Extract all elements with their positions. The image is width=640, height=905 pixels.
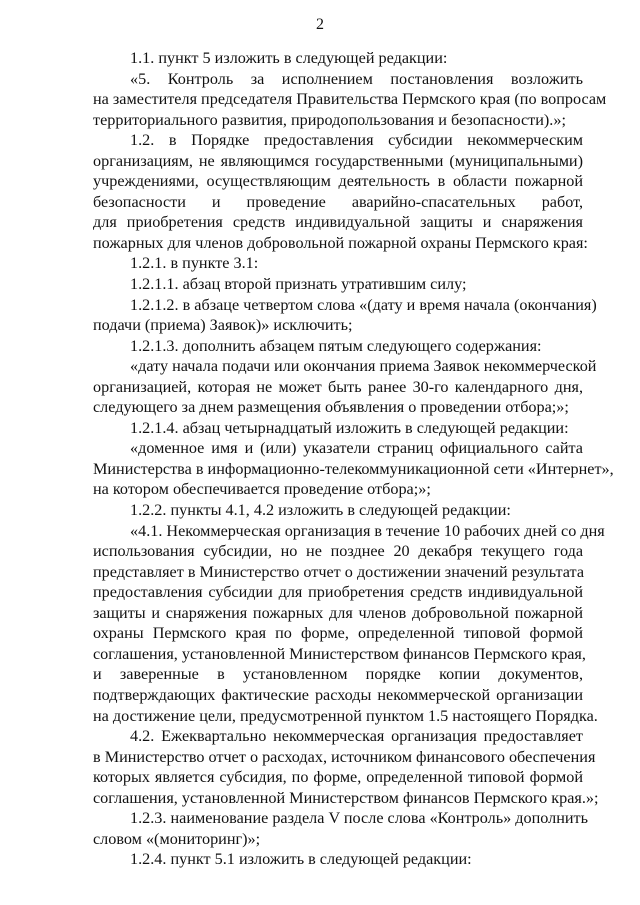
- text-line: подачи (приема) Заявок)» исключить;: [93, 316, 353, 335]
- text-line: на заместителя председателя Правительства Пермского края (по вопросам: [93, 90, 607, 109]
- text-line: и заверенные в установленном порядке копии документов,: [93, 665, 583, 684]
- paragraph: [93, 69, 607, 131]
- text-line: соглашения, установленной Министерством финансов Пермского края.»;: [93, 788, 599, 807]
- text-line: 1.2.2. пункты 4.1, 4.2 изложить в следующей редакции:: [130, 501, 511, 520]
- text-line: пожарных для членов добровольной пожарной охраны Пермского края:: [93, 233, 588, 252]
- text-line: охраны Пермского края по форме, определенной типовой формой: [93, 624, 583, 643]
- text-line: 4.2. Ежеквартально некоммерческая организация предоставляет: [130, 727, 583, 746]
- text-line: безопасности и проведение аварийно-спасательных работ,: [93, 192, 583, 211]
- text-line: учреждениями, осуществляющим деятельность в области пожарной: [93, 172, 583, 191]
- document-body: [93, 48, 614, 870]
- text-line: 1.1. пункт 5 изложить в следующей редакции:: [130, 49, 448, 67]
- paragraph: [93, 849, 583, 870]
- text-line: словом «(мониторинг)»;: [93, 829, 261, 848]
- paragraph: [93, 336, 583, 357]
- paragraph: [93, 808, 588, 849]
- text-line: представляет в Министерство отчет о достижении значений результата: [93, 562, 584, 581]
- text-line: 1.2.3. наименование раздела V после слова «Контроль» дополнить: [130, 809, 588, 828]
- text-line: защиты и снаряжения пожарных для членов добровольной пожарной: [93, 603, 583, 622]
- text-line: «дату начала подачи или окончания приема Заявок некоммерческой: [130, 357, 597, 376]
- text-line: «4.1. Некоммерческая организация в течение 10 рабочих дней со дня: [130, 521, 605, 540]
- paragraph: [93, 48, 583, 69]
- text-line: 1.2.1.3. дополнить абзацем пятым следующего содержания:: [130, 336, 542, 355]
- text-line: «доменное имя и (или) указатели страниц официального сайта: [130, 439, 583, 458]
- paragraph: [93, 418, 583, 439]
- text-line: предоставления субсидии для приобретения средств индивидуальной: [93, 583, 583, 602]
- text-line: 1.2.1. в пункте 3.1:: [130, 254, 259, 273]
- text-line: 1.2.1.2. в абзаце четвертом слова «(дату и время начала (окончания): [130, 295, 597, 314]
- paragraph: [93, 130, 588, 253]
- paragraph: [93, 521, 605, 726]
- text-line: организациям, не являющимся государственными (муниципальными): [93, 151, 583, 170]
- text-line: в Министерство отчет о расходах, источником финансового обеспечения: [93, 747, 596, 766]
- paragraph: [93, 356, 597, 418]
- text-line: использования субсидии, но не позднее 20 декабря текущего года: [93, 542, 583, 561]
- page-number: 2: [316, 16, 324, 33]
- paragraph: [93, 295, 597, 336]
- text-line: 1.2.4. пункт 5.1 изложить в следующей редакции:: [130, 850, 472, 869]
- text-line: на достижение цели, предусмотренной пунктом 1.5 настоящего Порядка.: [93, 706, 598, 725]
- paragraph: [93, 253, 583, 274]
- text-line: Министерства в информационно-телекоммуникационной сети «Интернет»,: [93, 459, 614, 478]
- paragraph: [93, 438, 614, 500]
- paragraph: [93, 726, 599, 808]
- text-line: подтверждающих фактические расходы некоммерческой организации: [93, 685, 583, 704]
- text-line: соглашения, установленной Министерством финансов Пермского края,: [93, 644, 586, 663]
- text-line: для приобретения средств индивидуальной защиты и снаряжения: [93, 213, 583, 232]
- text-line: которых является субсидия, по форме, определенной типовой формой: [93, 768, 583, 787]
- paragraph: [93, 274, 583, 295]
- text-line: территориального развития, природопользования и безопасности).»;: [93, 110, 566, 129]
- text-line: 1.2.1.1. абзац второй признать утратившим силу;: [130, 275, 467, 294]
- text-line: следующего за днем размещения объявления о проведении отбора;»;: [93, 398, 569, 417]
- text-line: на котором обеспечивается проведение отбора;»;: [93, 480, 431, 499]
- text-line: «5. Контроль за исполнением постановления возложить: [130, 69, 583, 88]
- text-line: организацией, которая не может быть ранее 30-го календарного дня,: [93, 377, 583, 396]
- text-line: 1.2.1.4. абзац четырнадцатый изложить в следующей редакции:: [130, 418, 569, 437]
- paragraph: [93, 500, 583, 521]
- text-line: 1.2. в Порядке предоставления субсидии некоммерческим: [130, 131, 583, 150]
